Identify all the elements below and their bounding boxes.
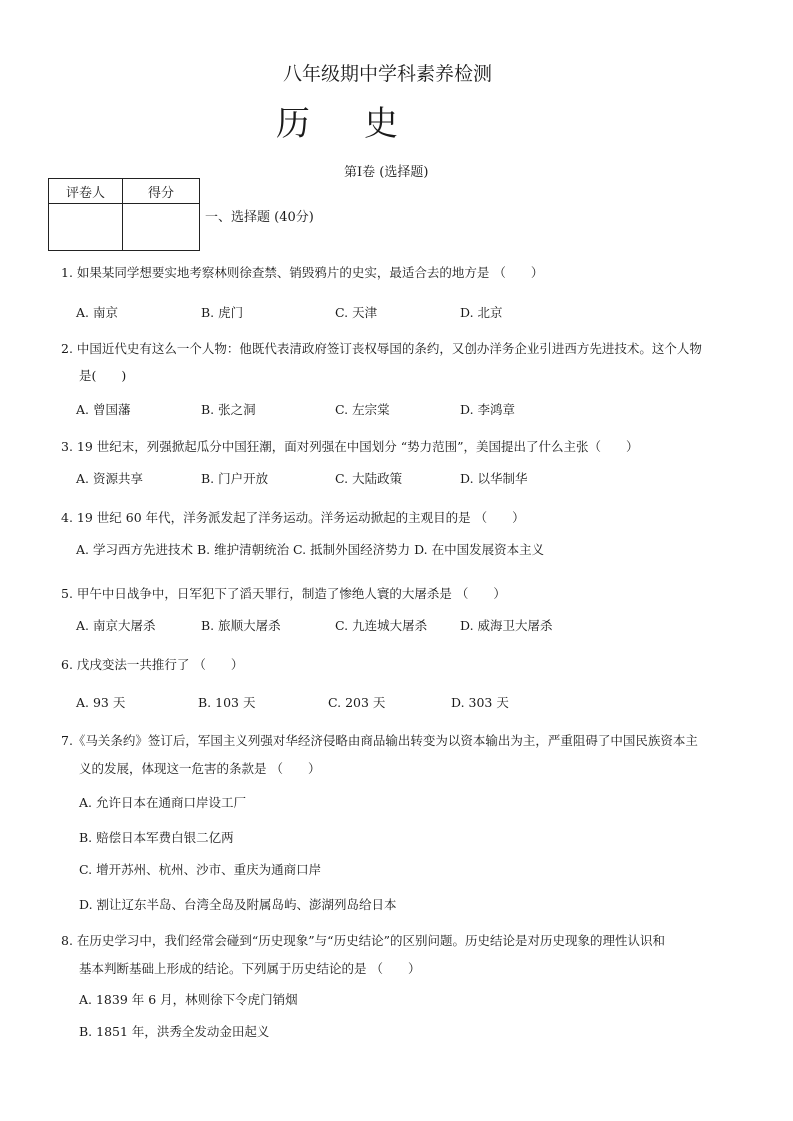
score-table-header-score: 得分 xyxy=(123,179,200,204)
score-table xyxy=(48,178,200,251)
subject-title xyxy=(276,96,400,145)
question-3-stem: 3. 19 世纪末，列强掀起瓜分中国狂潮，面对列强在中国划分 “势力范围”，美国提出了什么主张（ ） xyxy=(61,439,639,454)
volume-heading: 第Ⅰ卷 (选择题) xyxy=(344,165,429,180)
question-7-option-c[interactable]: C. 增开苏州、杭州、沙市、重庆为通商口岸 xyxy=(79,862,322,877)
question-2-stem-line2: 是( ) xyxy=(79,368,127,383)
question-5-option-b[interactable]: B. 旅顺大屠杀 xyxy=(201,618,281,633)
question-1-stem: 1. 如果某同学想要实地考察林则徐查禁、销毁鸦片的史实，最适合去的地方是 （ ） xyxy=(61,265,544,280)
question-1-option-b[interactable]: B. 虎门 xyxy=(201,305,244,320)
question-4-stem: 4. 19 世纪 60 年代，洋务派发起了洋务运动。洋务运动掀起的主观目的是 （ ） xyxy=(61,510,525,525)
question-6-option-d[interactable]: D. 303 天 xyxy=(451,695,509,710)
question-6-option-b[interactable]: B. 103 天 xyxy=(198,695,256,710)
subject-title-part1: 历 xyxy=(276,104,312,144)
question-5-stem: 5. 甲午中日战争中，日军犯下了滔天罪行，制造了惨绝人寰的大屠杀是 （ ） xyxy=(61,586,506,601)
score-table-cell-score[interactable] xyxy=(123,204,200,251)
question-2-option-a[interactable]: A. 曾国藩 xyxy=(76,402,131,417)
question-8-option-b[interactable]: B. 1851 年，洪秀全发动金田起义 xyxy=(79,1024,270,1039)
question-7-option-b[interactable]: B. 赔偿日本军费白银二亿两 xyxy=(79,830,234,845)
question-7-option-a[interactable]: A. 允许日本在通商口岸设工厂 xyxy=(79,795,246,810)
section-title: 一、选择题 (40分) xyxy=(205,210,314,225)
question-6-option-c[interactable]: C. 203 天 xyxy=(328,695,386,710)
question-6-stem: 6. 戊戌变法一共推行了 （ ） xyxy=(61,657,244,672)
question-8-stem-line2: 基本判断基础上形成的结论。下列属于历史结论的是 （ ） xyxy=(79,961,421,976)
question-3-option-b[interactable]: B. 门户开放 xyxy=(201,471,269,486)
question-3-option-d[interactable]: D. 以华制华 xyxy=(460,471,528,486)
score-table-header-grader: 评卷人 xyxy=(49,179,123,204)
subject-title-part2: 史 xyxy=(364,104,400,144)
question-2-option-c[interactable]: C. 左宗棠 xyxy=(335,402,390,417)
question-2-stem-line1: 2. 中国近代史有这么一个人物：他既代表清政府签订丧权辱国的条约，又创办洋务企业引进西方先进技术。这个人物 xyxy=(61,341,702,356)
question-7-stem-line1: 7.《马关条约》签订后，军国主义列强对华经济侵略由商品输出转变为以资本输出为主，严重阻碍了中国民族资本主 xyxy=(61,733,698,748)
question-5-option-c[interactable]: C. 九连城大屠杀 xyxy=(335,618,428,633)
question-2-option-b[interactable]: B. 张之洞 xyxy=(201,402,256,417)
question-2-option-d[interactable]: D. 李鸿章 xyxy=(460,402,516,417)
question-7-option-d[interactable]: D. 割让辽东半岛、台湾全岛及附属岛屿、澎湖列岛给日本 xyxy=(79,897,397,912)
score-table-cell-grader[interactable] xyxy=(49,204,123,251)
question-1-option-d[interactable]: D. 北京 xyxy=(460,305,503,320)
question-8-stem-line1: 8. 在历史学习中，我们经常会碰到“历史现象”与“历史结论”的区别问题。历史结论是对历史现象的理性认识和 xyxy=(61,933,665,948)
question-1-option-c[interactable]: C. 天津 xyxy=(335,305,378,320)
question-5-option-a[interactable]: A. 南京大屠杀 xyxy=(76,618,156,633)
question-3-option-a[interactable]: A. 资源共享 xyxy=(76,471,143,486)
question-3-option-c[interactable]: C. 大陆政策 xyxy=(335,471,403,486)
question-8-option-a[interactable]: A. 1839 年 6 月，林则徐下令虎门销烟 xyxy=(79,992,298,1007)
question-4-options[interactable]: A. 学习西方先进技术 B. 维护清朝统治 C. 抵制外国经济势力 D. 在中国发展资本主义 xyxy=(76,542,545,557)
exam-title: 八年级期中学科素养检测 xyxy=(283,63,493,85)
question-7-stem-line2: 义的发展，体现这一危害的条款是 （ ） xyxy=(79,761,321,776)
question-5-option-d[interactable]: D. 威海卫大屠杀 xyxy=(460,618,553,633)
question-6-option-a[interactable]: A. 93 天 xyxy=(76,695,126,710)
question-1-option-a[interactable]: A. 南京 xyxy=(76,305,118,320)
